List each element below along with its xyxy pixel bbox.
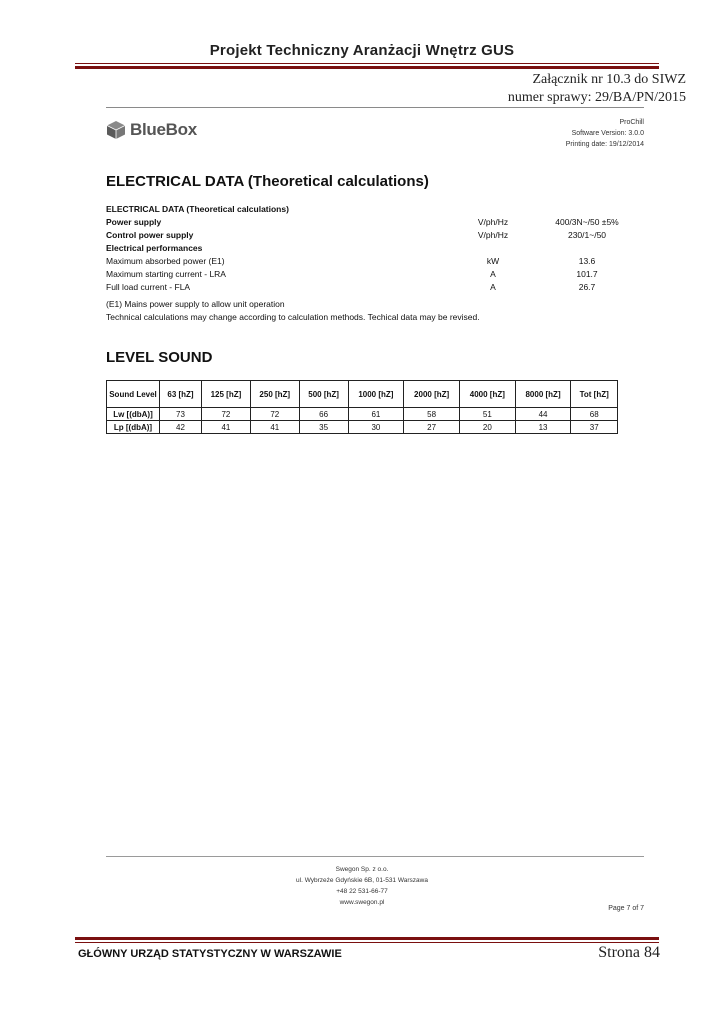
attachment-label: Załącznik nr 10.3 do SIWZ [532,72,686,87]
table-header-cell: 1000 [hZ] [348,381,404,408]
bluebox-logo [106,120,197,140]
electrical-row-label: Control power supply [106,230,194,240]
table-cell: 42 [160,421,202,434]
header-rule-thick [75,66,659,69]
electrical-row-value: 101.7 [576,269,598,279]
table-cell: 27 [404,421,460,434]
electrical-row-unit: A [490,269,496,279]
table-header-cell: 4000 [hZ] [459,381,515,408]
footer-rule-thick [75,937,659,940]
table-header-row [107,381,618,408]
footer-rule-thin [75,942,659,943]
electrical-row [106,268,644,280]
table-cell: 35 [299,421,348,434]
table-cell: 13 [515,421,571,434]
table-corner-cell: Sound Level [107,381,160,408]
company-footer [0,864,724,908]
software-version: Software Version: 3.0.0 [571,130,644,137]
electrical-row-unit: kW [486,256,500,266]
electrical-row-value: 13.6 [578,256,596,266]
table-cell: 30 [348,421,404,434]
table-row [107,408,618,421]
electrical-note-disclaimer: Technical calculations may change according to calculation methods. Techical data may be revised. [106,312,480,322]
software-meta [566,117,644,150]
electrical-row-value: 400/3N~/50 ±5% [555,217,619,227]
electrical-row-label: Electrical performances [106,243,203,253]
footer-divider [106,856,644,857]
company-name: Swegon Sp. z o.o. [335,866,389,873]
table-header-cell: 500 [hZ] [299,381,348,408]
table-cell: 66 [299,408,348,421]
electrical-row-label: Maximum starting current - LRA [106,269,226,279]
sound-level-table [106,380,618,434]
table-row [107,421,618,434]
electrical-row [106,242,644,254]
printing-date: Printing date: 19/12/2014 [565,141,644,148]
table-cell: 72 [250,408,299,421]
table-cell: 41 [202,421,251,434]
table-row-label: Lw [(dbA)] [107,408,160,421]
electrical-row-label: ELECTRICAL DATA (Theoretical calculations) [106,204,289,214]
page-of-label: Page 7 of 7 [608,905,644,912]
electrical-row [106,216,644,228]
product-name: ProChill [619,119,644,126]
electrical-row-label: Full load current - FLA [106,282,191,292]
case-number: numer sprawy: 29/BA/PN/2015 [507,90,686,105]
electrical-row-unit: A [490,282,496,292]
header-rule-thin [75,63,659,64]
table-header-cell: Tot [hZ] [571,381,618,408]
document-title: Projekt Techniczny Aranżacji Wnętrz GUS [209,42,515,59]
bluebox-cube-icon [106,120,126,140]
table-header-cell: 250 [hZ] [250,381,299,408]
table-cell: 51 [459,408,515,421]
table-header-cell: 2000 [hZ] [404,381,460,408]
electrical-row-value: 26.7 [578,282,596,292]
table-cell: 20 [459,421,515,434]
table-header-cell: 63 [hZ] [160,381,202,408]
table-cell: 68 [571,408,618,421]
company-website: www.swegon.pl [339,899,385,906]
table-cell: 44 [515,408,571,421]
table-cell: 61 [348,408,404,421]
table-header-cell: 8000 [hZ] [515,381,571,408]
electrical-row-label: Power supply [106,217,162,227]
electrical-row [106,203,644,215]
electrical-row [106,281,644,293]
electrical-row-value: 230/1~/50 [567,230,607,240]
electrical-row-unit: V/ph/Hz [477,217,509,227]
table-cell: 72 [202,408,251,421]
electrical-row [106,255,644,267]
company-address: ul. Wybrzeże Gdyńskie 6B, 01-531 Warszawa [296,877,428,884]
table-cell: 37 [571,421,618,434]
electrical-row-label: Maximum absorbed power (E1) [106,256,225,266]
sound-heading: LEVEL SOUND [106,349,213,366]
electrical-note-e1: (E1) Mains power supply to allow unit operation [106,299,285,309]
table-cell: 41 [250,421,299,434]
table-cell: 73 [160,408,202,421]
table-cell: 58 [404,408,460,421]
table-header-cell: 125 [hZ] [202,381,251,408]
logo-text: BlueBox [130,120,197,139]
institution-name: GŁÓWNY URZĄD STATYSTYCZNY W WARSZAWIE [78,948,342,960]
electrical-heading: ELECTRICAL DATA (Theoretical calculations) [106,173,429,190]
company-phone: +48 22 531-66-77 [336,888,388,895]
electrical-row-unit: V/ph/Hz [477,230,509,240]
electrical-row [106,229,644,241]
table-row-label: Lp [(dbA)] [107,421,160,434]
top-divider [106,107,644,108]
page-number: Strona 84 [598,944,660,961]
